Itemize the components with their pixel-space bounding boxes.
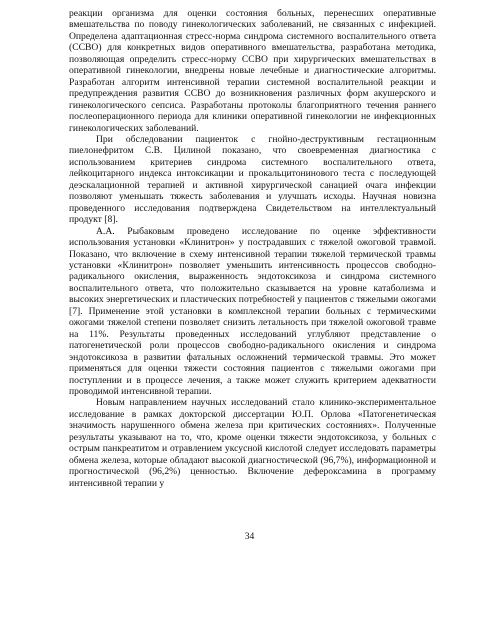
paragraph-pyelonephritis-study: При обследовании пациенток с гнойно-деструктивным гестационным пиелонефритом С.В. Цилиной показано, что своевременная диагностика с использованием критериев синдрома системного воспалительного ответа, лейкоцитарного индекса интоксикации и прокальцитонинового теста с последующей деэскалационной терапией и активной хирургической санацией очага инфекции позволяют уменьшать тяжесть заболевания и улучшать исходы. Научная новизна проведенного исследования подтверждена Свидетельством на интеллектуальный продукт [8].	[69, 133, 436, 226]
page-number: 34	[244, 531, 255, 542]
paragraph-sirs-stress-norm: реакции организма для оценки состояния больных, перенесших оперативные вмешательства по поводу гинекологических заболеваний, не связанных с инфекцией. Определена адаптационная стресс-норма синдрома системного воспалительного ответа (ССВО) для конкретных видов оперативного вмешательства, разработана методика, позволяющая определить стресс-норму ССВО при хирургических вмешательствах в оперативной гинекологии, внедрены новые лечебные и диагностические алгоритмы. Разработан алгоритм интенсивной терапии системной воспалительной реакции и предупреждения развития ССВО до возникновения различных форм акушерского и гинекологического сепсиса. Разработаны протоколы благоприятного течения раннего послеоперационного периода для клиники оперативной гинекологии не инфекционных гинекологических заболеваний.	[69, 8, 436, 134]
paragraph-clinitron-burn-study: А.А. Рыбаковым проведено исследование по оценке эффективности использования установки «Клинитрон» у пострадавших с тяжелой ожоговой травмой. Показано, что включение в схему интенсивной терапии тяжелой термической травмы установки «Клинитрон» позволяет уменьшить интенсивность процессов свободно-радикального окисления, выраженность эндотоксикоза и синдрома системного воспалительного ответа, что положительно сказывается на уровне катаболизма и высоких энергетических и пластических потребностей у пациентов с тяжелыми ожогами [7]. Применение этой установки в комплексной терапии больных с термическими ожогами тяжелой степени позволяет снизить летальность при тяжелой ожоговой травме на 11%. Результаты проведенных исследований углубляют представление о патогенетической роли процессов свободно-радикального окисления и синдрома эндотоксикоза в развитии фатальных осложнений термической травмы. Это может применяться для оценки тяжести состояния пациентов с тяжелыми ожогами при поступлении и в процессе лечения, а также может служить критерием адекватности проводимой интенсивной терапии.	[69, 225, 436, 397]
document-page	[69, 8, 436, 489]
paragraph-iron-metabolism-study: Новым направлением научных исследований стало клинико-экспериментальное исследование в рамках докторской диссертации Ю.П. Орлова «Патогенетическая значимость нарушенного обмена железа при критических состояниях». Полученные результаты указывают на то, что, кроме оценки тяжести эндотоксикоза, у больных с острым панкреатитом и отравлением уксусной кислотой следует исследовать параметры обмена железа, которые обладают высокой диагностической (96,7%), информационной и прогностической (96,2%) ценностью. Включение дефероксамина в программу интенсивной терапии у	[69, 397, 436, 489]
